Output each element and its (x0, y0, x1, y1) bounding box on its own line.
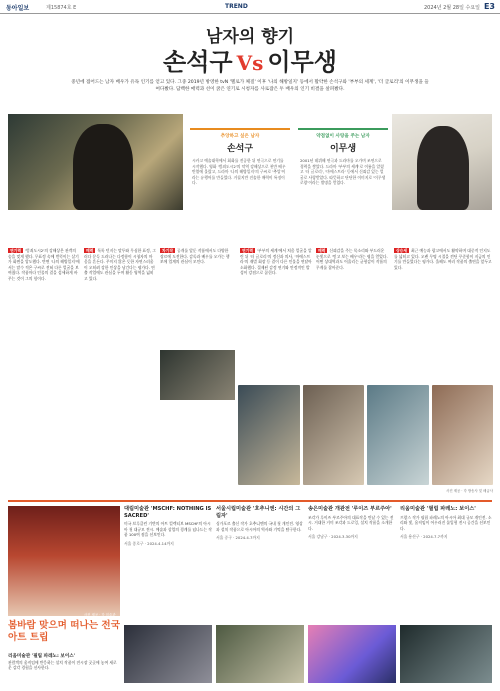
article-column (160, 248, 232, 265)
exhibition-info: 서울 종로구 · 2024.4.14까지 (124, 540, 174, 546)
headline-name-a: 손석구 (163, 47, 233, 76)
article-column (394, 248, 492, 270)
exhibition-text: 프랑스 작가 필립 파레노의 아시아 최대 규모 개인전. 소리와 빛, 움직임이 어우러진 몰입형 전시 공간을 선보인다. (400, 514, 492, 531)
exhibition-listing (308, 506, 396, 540)
issue-date: 2024년 2월 28일 수요일 (423, 5, 480, 11)
drama-still-photo (303, 385, 365, 485)
issue-number: 제15874호 E (46, 5, 77, 11)
actor-silhouette (73, 124, 133, 210)
photo-credit: 사진 제공 · 각 방송사 및 배급사 (446, 489, 493, 493)
art-trip-photo (8, 506, 120, 616)
exhibition-text: 싱가포르 출신 작가 호추니엔의 국내 첫 개인전. 영상과 설치 작품으로 아시아의 역사와 기억을 탐구한다. (216, 521, 303, 532)
exhibition-title: 송은미술관 개관전 '루이즈 부르주아' (308, 506, 392, 512)
article-column (316, 248, 388, 270)
page-header (0, 0, 500, 14)
headline-name-b: 이무생 (267, 47, 337, 76)
article-column (240, 248, 312, 276)
exhibition-listing (124, 506, 212, 547)
masthead: 동아일보 (6, 5, 30, 12)
section-label: TREND (225, 3, 248, 10)
drama-still-photo (160, 350, 235, 400)
son-seokgu-photo (8, 114, 183, 210)
art-trip-headline: 봄바람 맞으며 떠나는 전국 아트 트립 (8, 620, 120, 643)
article-column (8, 248, 80, 282)
column-text: 최근 예능과 광고에서도 활약하며 대중적 인지도를 넓히고 있다. 오랜 무명 시절을 견딘 꾸준함이 지금의 인기를 만들었다는 평가다. 올해도 여러 작품의 출연을 앞두고 있다. (394, 248, 492, 270)
drama-still-photo (432, 385, 494, 485)
exhibition-text: 조각가 루이즈 부르주아의 대표작을 만날 수 있는 전시. 거대한 거미 조각과 드로잉, 설치 작품을 소개한다. (308, 514, 394, 531)
exhibition-info: 서울 용산구 · 2024.7.7까지 (400, 534, 448, 540)
drama-stills-strip (238, 385, 493, 485)
profile-tag: 추앙하고 싶은 남자 (220, 134, 260, 139)
profile-son-seokgu (190, 128, 290, 238)
feature-kicker: 남자의 향기 (205, 27, 295, 47)
column-text: '부부의 세계'에서 처음 얼굴을 알린 뒤 '더 글로리'의 정신과 의사, '마에스트라'의 재벌 회장 등 결이 다른 인물을 연달아 소화했다. 절제된 감정 연기와 안정적인 발성이 강점으로 꼽힌다. (240, 248, 312, 276)
column-text: 툭툭 던지는 말투와 무심한 표정, 그러다 문득 드러나는 다정함이 시청자의 마음을 흔든다. 꾸미지 않은 듯한 자연스러움이 오히려 강한 인상을 남긴다는 평가다. 연출 작업에도 관심을 두며 활동 영역을 넓히고 있다. (84, 248, 156, 281)
section-divider (8, 500, 492, 502)
drama-still-photo (367, 385, 429, 485)
exhibition-title: 리움미술관 '필립 파레노: 보이스' (400, 506, 476, 512)
column-text: '범죄도시2'의 강해상은 관객의 숨을 멎게 했다. 무표정 속에 번뜩이는 살기가 화면을 압도했다. 반면 '나의 해방일지'에서는 말수 적은 구씨로 전혀 다른 얼굴을 보여줬다. 작품마다 인물의 결을 섬세하게 바꾸는 것이 그의 힘이다. (8, 248, 80, 281)
profile-tag: 약점없이 사랑을 주는 남자 (316, 134, 370, 139)
feature-lead: 중년에 접어드는 남자 배우가 유독 인기를 얻고 있다. 그중 2019년 방영한 tvN '멜로가 체질' 이후 '나의 해방일지' 등에서 활약한 손석구와 '부부의 세계', '더 글로리'의 이무생을 들여다봤다. 담백한 매력과 선이 굵은 연기로 시청자를 사로잡은 두 배우의 인기 비결을 살펴봤다. (71, 80, 429, 92)
subhead-badge: 연기력 (242, 248, 254, 253)
profile-body: 2001년 데뷔해 연극과 드라마를 오가며 조연으로 경력을 쌓았다. 드라마 '부부의 세계'로 이름을 알렸고 '더 글로리', '마에스트라' 등에서 신뢰감 있는 얼굴로 사랑받았다. 따뜻하고 단단한 이미지로 '이무생로랑'이라는 별명을 얻었다. (300, 158, 386, 186)
exhibition-info: 서울 중구 · 2024.4.7까지 (216, 535, 260, 541)
feature-headline (0, 42, 500, 77)
lee-musaeng-photo (392, 114, 492, 210)
profile-body: 시카고 예술대학에서 회화를 전공한 뒤 연극으로 연기를 시작했다. 영화 '범죄도시2'의 악역 강해상으로 천만 배우 반열에 올랐고, 드라마 '나의 해방일지'의 구씨로 '추앙'이라는 유행어를 만들었다. 거칠지만 진솔한 매력이 특징이다. (192, 158, 286, 186)
subhead-badge: 매력 (318, 248, 326, 253)
exhibition-text: 관람객의 움직임에 반응하는 설치 작품이 전시장 곳곳에 놓여 새로운 감각 경험을 선사한다. (8, 659, 117, 671)
exhibition-photo (216, 625, 304, 683)
exhibition-title: 서울시립미술관 '호추니엔: 시간의 그림자' (216, 506, 301, 519)
headline-vs: Vs (236, 51, 264, 75)
exhibition-title: 리움미술관 '필립 파레노: 보이스' (8, 654, 76, 659)
subhead-badge: 연기력 (10, 248, 22, 253)
column-text: 신뢰감을 주는 목소리와 부드러운 눈빛으로 '믿고 보는 배우'라는 평을 얻었다. 어떤 상대역과도 어울리는 균형감이 작품의 무게를 잡아준다. (316, 248, 388, 270)
drama-still-photo (238, 385, 300, 485)
photo-credit: 사진 제공 · 각 미술관 (84, 613, 116, 617)
exhibition-listing (8, 654, 120, 671)
exhibition-photo (400, 625, 492, 683)
exhibition-listing (216, 506, 304, 541)
exhibition-title: 대림미술관 'MSCHF: NOTHING IS SACRED' (124, 506, 212, 519)
profile-name: 이무생 (329, 144, 357, 154)
actor-silhouette (417, 126, 469, 210)
column-text: 공개를 앞둔 작품에서도 다양한 장르에 도전한다. 감독과 배우를 오가는 행보에 업계의 관심이 모인다. (160, 248, 230, 265)
article-column (84, 248, 156, 282)
subhead-badge: 상승세 (396, 248, 408, 253)
exhibition-text: 미국 브루클린 기반의 아트 컬렉티브 MSCHF의 아시아 첫 대규모 전시. 예술과 상업의 경계를 넘나드는 작품 100여 점을 선보인다. (124, 521, 212, 538)
exhibition-photo (124, 625, 212, 683)
exhibition-photo (308, 625, 396, 683)
profile-name: 손석구 (226, 144, 254, 154)
subhead-badge: 매력 (86, 248, 94, 253)
page-number: E3 (483, 2, 495, 11)
subhead-badge: 차기작 (162, 248, 174, 253)
exhibition-info: 서울 강남구 · 2024.3.30까지 (308, 534, 358, 540)
profile-lee-musaeng (298, 128, 388, 238)
exhibition-listing (400, 506, 492, 540)
